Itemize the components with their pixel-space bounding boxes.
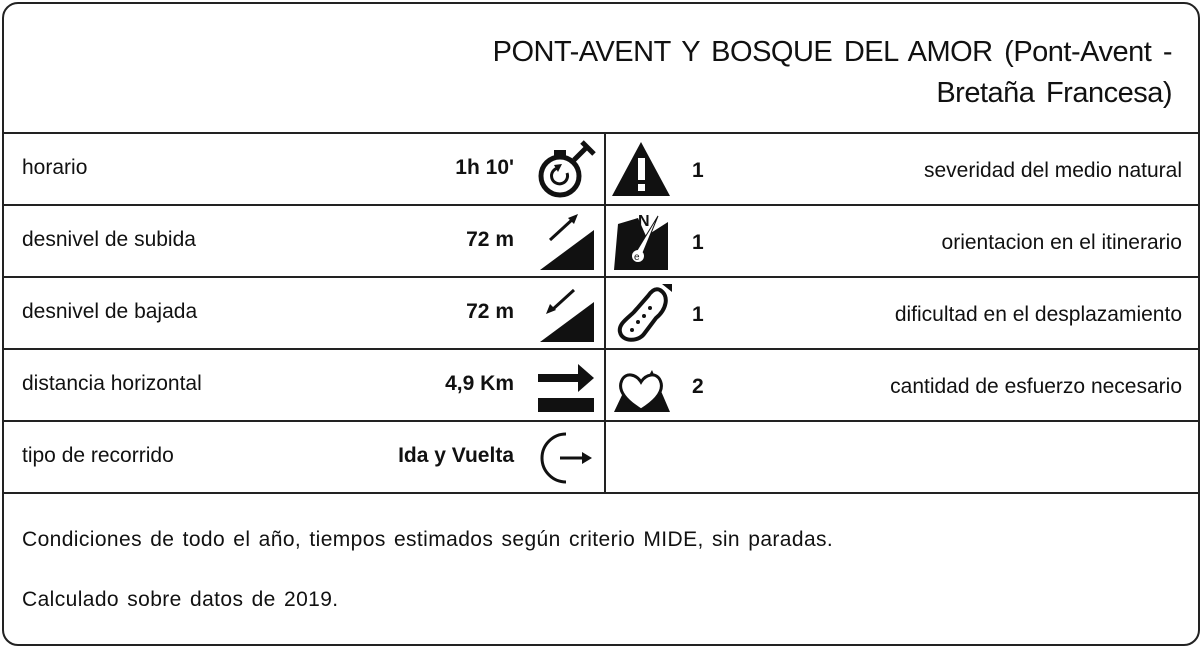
descent-label: desnivel de bajada — [22, 300, 198, 323]
column-divider — [604, 134, 606, 492]
mide-card — [2, 2, 1200, 646]
divider — [4, 276, 1198, 278]
severity-label: severidad del medio natural — [924, 159, 1182, 182]
conditions-note: Condiciones de todo el año, tiempos estimados según criterio MIDE, sin paradas. — [22, 528, 834, 551]
schedule-value: 1h 10' — [455, 156, 514, 179]
descent-arrow-icon — [534, 282, 596, 344]
distance-arrow-icon — [534, 354, 596, 416]
stopwatch-icon — [534, 138, 596, 200]
difficulty-label: dificultad en el desplazamiento — [894, 303, 1182, 326]
route-type-label: tipo de recorrido — [22, 444, 174, 467]
effort-label: cantidad de esfuerzo necesario — [890, 375, 1182, 398]
divider — [4, 420, 1198, 422]
orientation-label: orientacion en el itinerario — [941, 231, 1182, 254]
severity-score: 1 — [692, 159, 704, 182]
round-trip-icon — [534, 426, 596, 488]
ascent-value: 72 m — [466, 228, 514, 251]
orientation-score: 1 — [692, 231, 704, 254]
divider — [4, 348, 1198, 350]
distance-label: distancia horizontal — [22, 372, 202, 395]
compass-map-icon — [610, 210, 672, 272]
distance-value: 4,9 Km — [445, 372, 514, 395]
divider — [4, 132, 1198, 134]
divider — [4, 204, 1198, 206]
ascent-arrow-icon — [534, 210, 596, 272]
effort-score: 2 — [692, 375, 704, 398]
divider — [4, 492, 1198, 494]
warning-mountain-icon — [610, 138, 672, 200]
route-title — [412, 32, 1172, 114]
descent-value: 72 m — [466, 300, 514, 323]
route-title-line-2: Bretaña Francesa) — [936, 77, 1172, 109]
ascent-label: desnivel de subida — [22, 228, 196, 251]
calculation-note: Calculado sobre datos de 2019. — [22, 588, 339, 611]
heart-effort-icon — [610, 354, 672, 416]
footprint-icon — [610, 282, 672, 344]
route-title-line-1: PONT-AVENT Y BOSQUE DEL AMOR (Pont-Avent - — [492, 36, 1172, 68]
schedule-label: horario — [22, 156, 88, 179]
difficulty-score: 1 — [692, 303, 704, 326]
svg-text:N: N — [638, 213, 650, 230]
svg-text:e: e — [634, 252, 640, 263]
route-type-value: Ida y Vuelta — [398, 444, 514, 467]
